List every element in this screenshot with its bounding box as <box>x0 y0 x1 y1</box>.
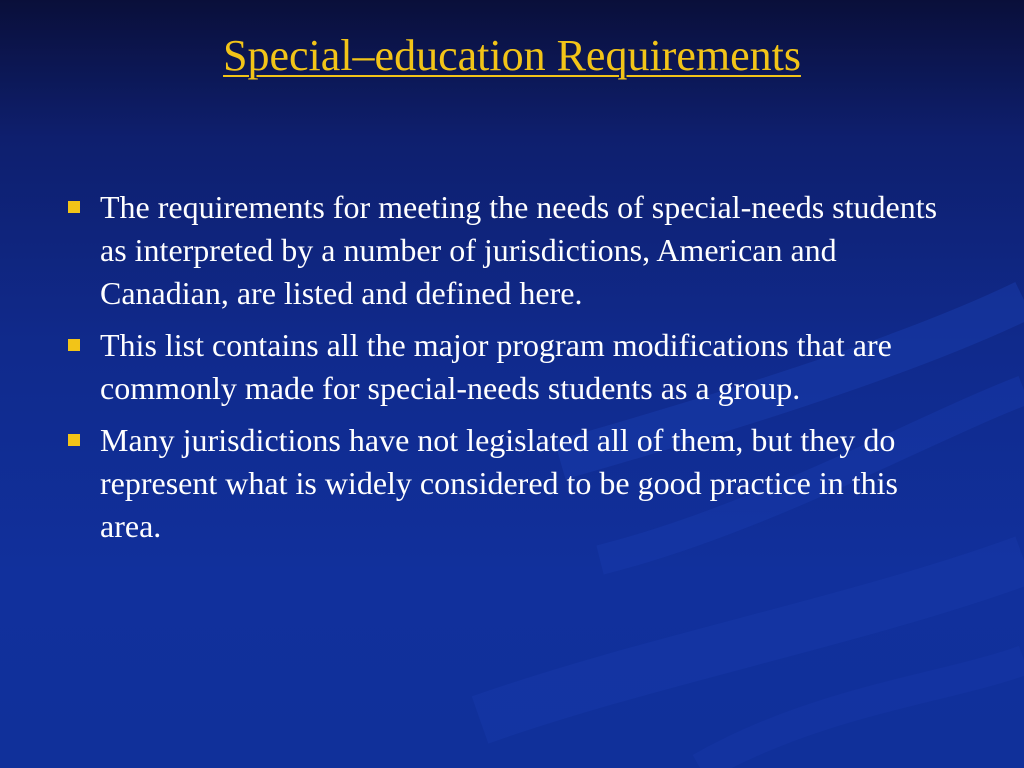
square-bullet-icon <box>68 434 80 446</box>
bullet-list <box>62 186 962 557</box>
square-bullet-icon <box>68 339 80 351</box>
bullet-text: The requirements for meeting the needs of special-needs students as interpreted by a number of jurisdictions, American and Canadian, are listed and defined here. <box>100 189 938 311</box>
bullet-item <box>62 419 962 548</box>
bullet-item <box>62 324 962 410</box>
square-bullet-icon <box>68 201 80 213</box>
bullet-text: Many jurisdictions have not legislated all of them, but they do represent what is widely considered to be good practice in this area. <box>100 422 898 544</box>
slide-title: Special–education Requirements <box>223 31 801 80</box>
bullet-text: This list contains all the major program modifications that are commonly made for special-needs students as a group. <box>100 327 892 406</box>
bullet-item <box>62 186 962 315</box>
